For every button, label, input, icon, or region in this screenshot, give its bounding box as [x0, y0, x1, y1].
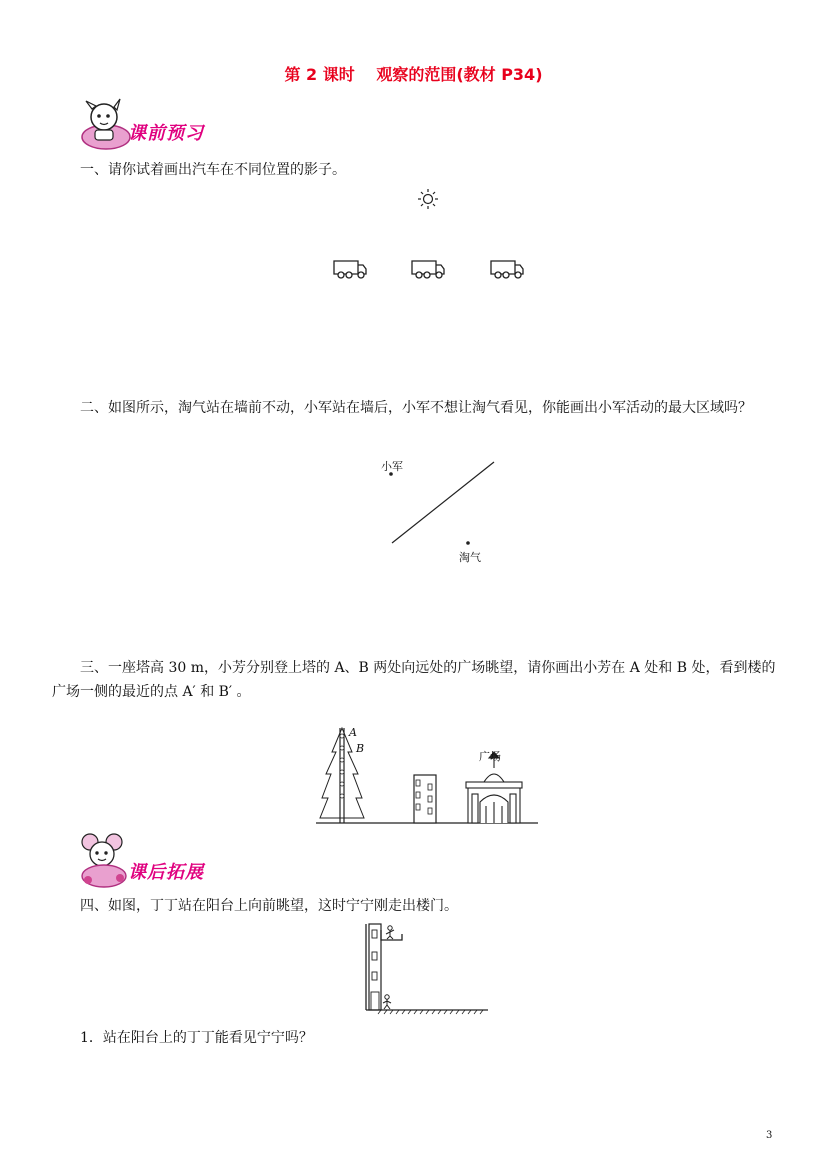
wall-line	[392, 462, 494, 543]
section-header-extension	[78, 832, 238, 890]
truck-icon	[489, 258, 525, 280]
dingding-figure	[386, 926, 394, 939]
section-title-extension: 课后拓展	[128, 862, 204, 883]
label-square: 广场	[479, 750, 501, 763]
question-4-sub-1: 1．站在阳台上的丁丁能看见宁宁吗？	[80, 1030, 313, 1046]
balcony-diagram	[360, 918, 490, 1018]
question-3-line-1: 三、一座塔高 30 m，小芳分别登上塔的 A、B 两处向远处的广场眺望，请你画出小芳在 A 处和 B 处，看到楼的	[80, 660, 776, 676]
ningning-figure	[383, 995, 391, 1009]
page-number: 3	[766, 1130, 773, 1141]
section-title-preview: 课前预习	[128, 123, 204, 144]
taoqi-point	[466, 541, 470, 545]
label-xiaojun: 小军	[381, 460, 403, 473]
sheep-mascot-icon	[78, 97, 134, 153]
question-3-line-2: 广场一侧的最近的点 A′ 和 B′ 。	[52, 684, 251, 700]
label-b: B	[356, 742, 365, 755]
label-a: A	[349, 726, 357, 739]
question-1: 一、请你试着画出汽车在不同位置的影子。	[80, 162, 346, 178]
sun-icon	[417, 188, 439, 210]
question-2: 二、如图所示，淘气站在墙前不动，小军站在墙后，小军不想让淘气看见，你能画出小军活动的最大区域吗？	[80, 400, 752, 416]
mouse-mascot-icon	[78, 832, 134, 890]
page-title: 第 2 课时 观察的范围(教材 P34)	[284, 65, 543, 84]
truck-icon	[410, 258, 446, 280]
truck-icon	[332, 258, 368, 280]
section-header-preview	[78, 97, 238, 152]
building	[414, 775, 436, 823]
question-4: 四、如图，丁丁站在阳台上向前眺望，这时宁宁刚走出楼门。	[80, 898, 458, 914]
label-taoqi: 淘气	[459, 551, 481, 564]
